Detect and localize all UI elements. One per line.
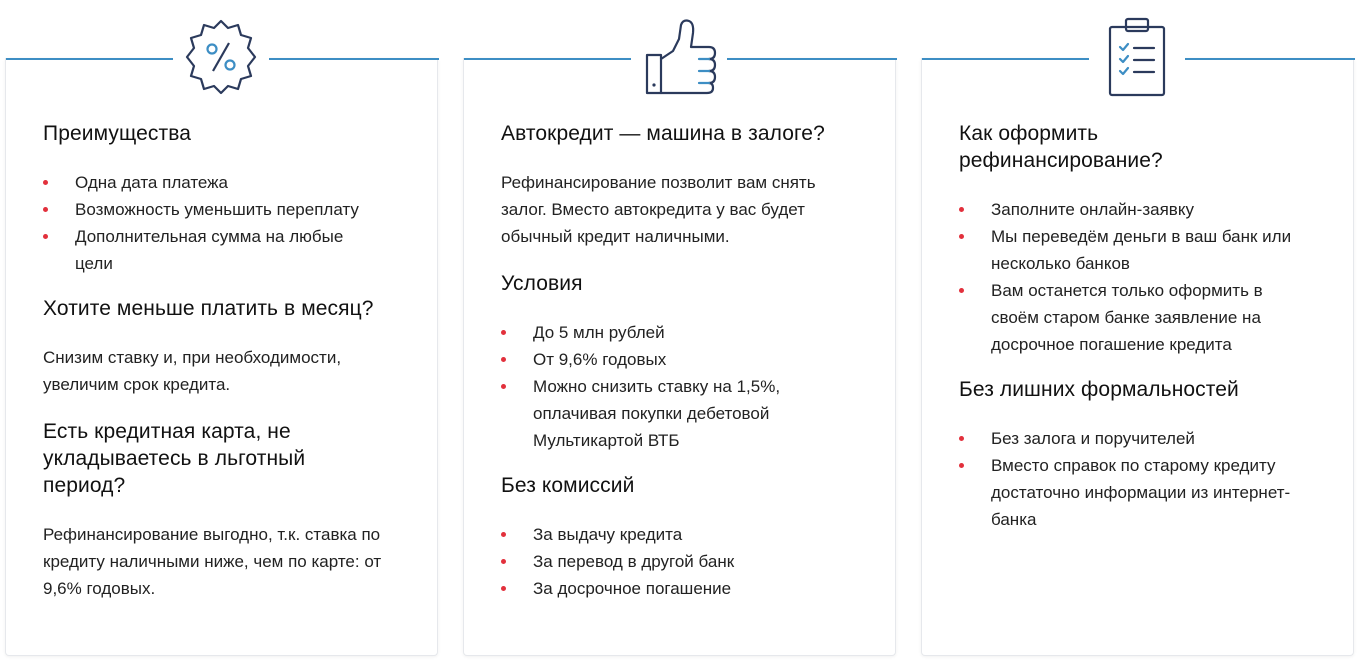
list-item: Возможность уменьшить переплату — [43, 196, 417, 223]
heading-advantages: Преимущества — [43, 122, 191, 145]
card-content — [43, 120, 417, 602]
list-item: Вместо справок по старому кредиту достаточно информации из интернет-банка — [959, 452, 1321, 533]
no-fees-list — [501, 521, 875, 602]
heading-no-formalities: Без лишних формальностей — [959, 378, 1239, 401]
list-item: Заполните онлайн-заявку — [959, 196, 1333, 223]
list-item: Вам останется только оформить в своём старом банке заявление на досрочное погашение кредита — [959, 277, 1311, 358]
card-content — [959, 120, 1333, 533]
percent-badge-icon — [181, 17, 261, 97]
advantages-list — [43, 169, 417, 277]
how-to-list — [959, 196, 1333, 358]
heading-no-fees: Без комиссий — [501, 474, 635, 497]
list-item: Одна дата платежа — [43, 169, 417, 196]
list-item: Можно снизить ставку на 1,5%, оплачивая покупки дебетовой Мультикартой ВТБ — [501, 373, 818, 454]
credit-card-text: Рефинансирование выгодно, т.к. ставка по кредиту наличными ниже, чем по карте: от 9,6% годовых. — [43, 525, 382, 598]
clipboard-checklist-icon — [1102, 15, 1172, 99]
heading-credit-card: Есть кредитная карта, не укладываетесь в льготный период? — [43, 420, 306, 497]
icon-container — [1089, 12, 1185, 102]
list-item: За досрочное погашение — [501, 575, 875, 602]
icon-container — [173, 12, 269, 102]
list-item: За перевод в другой банк — [501, 548, 875, 575]
thumbs-up-icon — [639, 15, 719, 99]
card-how-to — [921, 58, 1354, 656]
auto-loan-text: Рефинансирование позволит вам снять залог. Вместо автокредита у вас будет обычный кредит наличными. — [501, 173, 816, 246]
list-item: До 5 млн рублей — [501, 319, 875, 346]
list-item: Дополнительная сумма на любые цели — [43, 223, 375, 277]
card-auto-loan — [463, 58, 896, 656]
card-content — [501, 120, 875, 602]
no-formalities-list — [959, 425, 1333, 533]
list-item: Без залога и поручителей — [959, 425, 1333, 452]
list-item: Мы переведём деньги в ваш банк или несколько банков — [959, 223, 1301, 277]
conditions-list — [501, 319, 875, 454]
icon-container — [631, 12, 727, 102]
heading-auto-loan: Автокредит — машина в залоге? — [501, 122, 825, 145]
list-item: За выдачу кредита — [501, 521, 875, 548]
card-advantages — [5, 58, 438, 656]
heading-how-to: Как оформить рефинансирование? — [959, 122, 1163, 172]
heading-pay-less: Хотите меньше платить в месяц? — [43, 297, 374, 320]
pay-less-text: Снизим ставку и, при необходимости, увеличим срок кредита. — [43, 348, 342, 394]
heading-conditions: Условия — [501, 272, 583, 295]
list-item: От 9,6% годовых — [501, 346, 875, 373]
